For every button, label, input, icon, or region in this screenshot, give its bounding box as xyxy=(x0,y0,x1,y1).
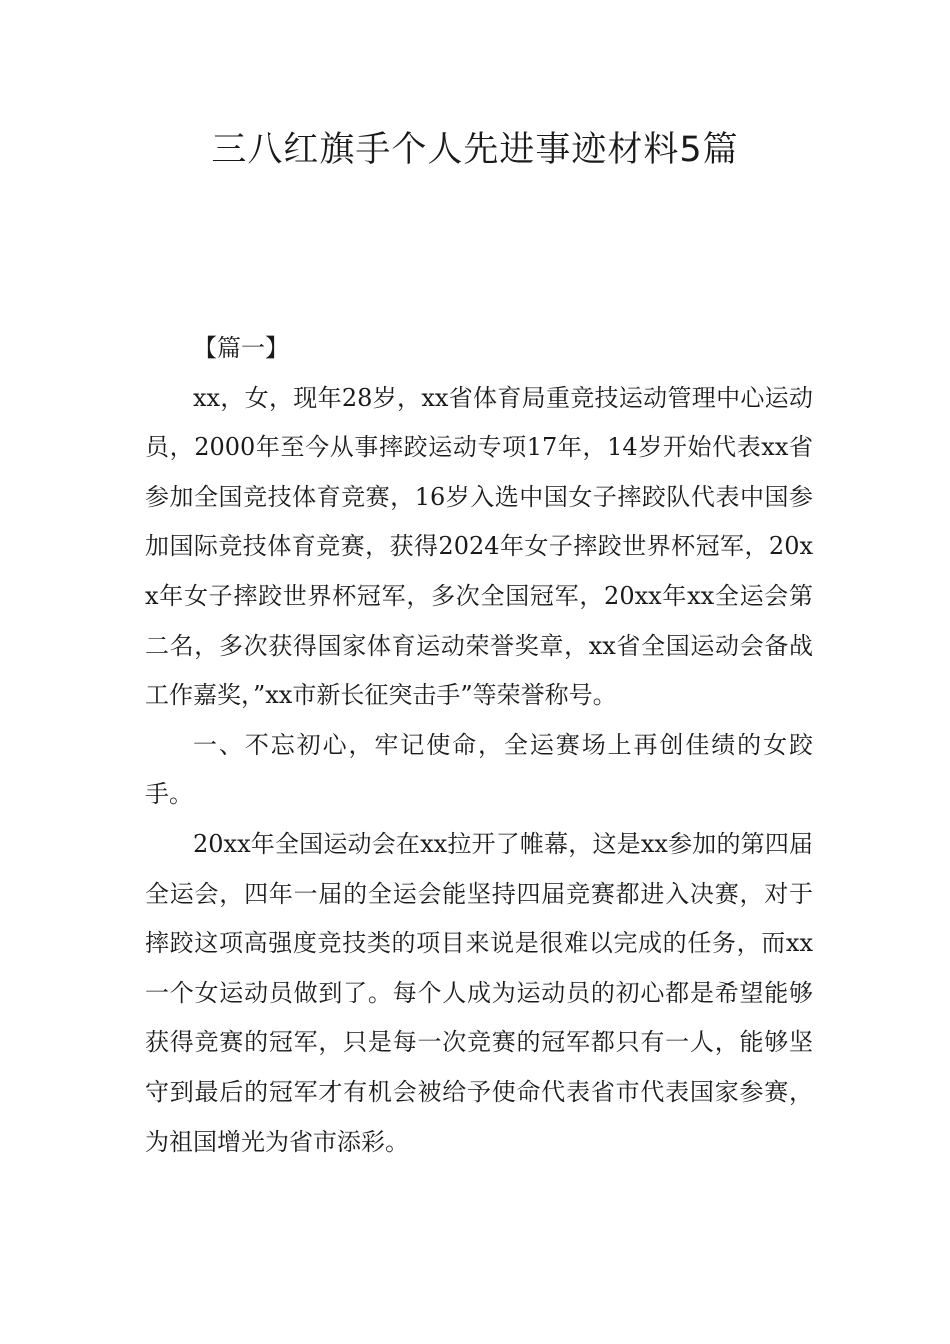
paragraph-body-1: 20xx年全国运动会在xx拉开了帷幕，这是xx参加的第四届全运会，四年一届的全运会能坚持四届竞赛都进入决赛，对于摔跤这项高强度竞技类的项目来说是很难以完成的任务，而xx一个女运动员做到了。每个人成为运动员的初心都是希望能够获得竞赛的冠军，只是每一次竞赛的冠军都只有一人，能够坚守到最后的冠军才有机会被给予使命代表省市代表国家参赛，为祖国增光为省市添彩。 xyxy=(145,829,813,1156)
paragraph-intro: xx，女，现年28岁，xx省体育局重竞技运动管理中心运动员，2000年至今从事摔跤运动专项17年，14岁开始代表xx省参加全国竞技体育竞赛，16岁入选中国女子摔跤队代表中国参加国际竞技体育竞赛，获得2024年女子摔跤世界杯冠军，20xx年女子摔跤世界杯冠军，多次全国冠军，20xx年xx全运会第二名，多次获得国家体育运动荣誉奖章，xx省全国运动会备战工作嘉奖，”xx市新长征突击手”等荣誉称号。 xyxy=(145,383,813,710)
section-label: 【篇一】 xyxy=(193,334,289,362)
document-body xyxy=(145,324,813,1167)
paragraph-heading-1: 一、不忘初心，牢记使命，全运赛场上再创佳绩的女跤手。 xyxy=(145,730,813,809)
document-title: 三八红旗手个人先进事迹材料5篇 xyxy=(211,130,739,170)
